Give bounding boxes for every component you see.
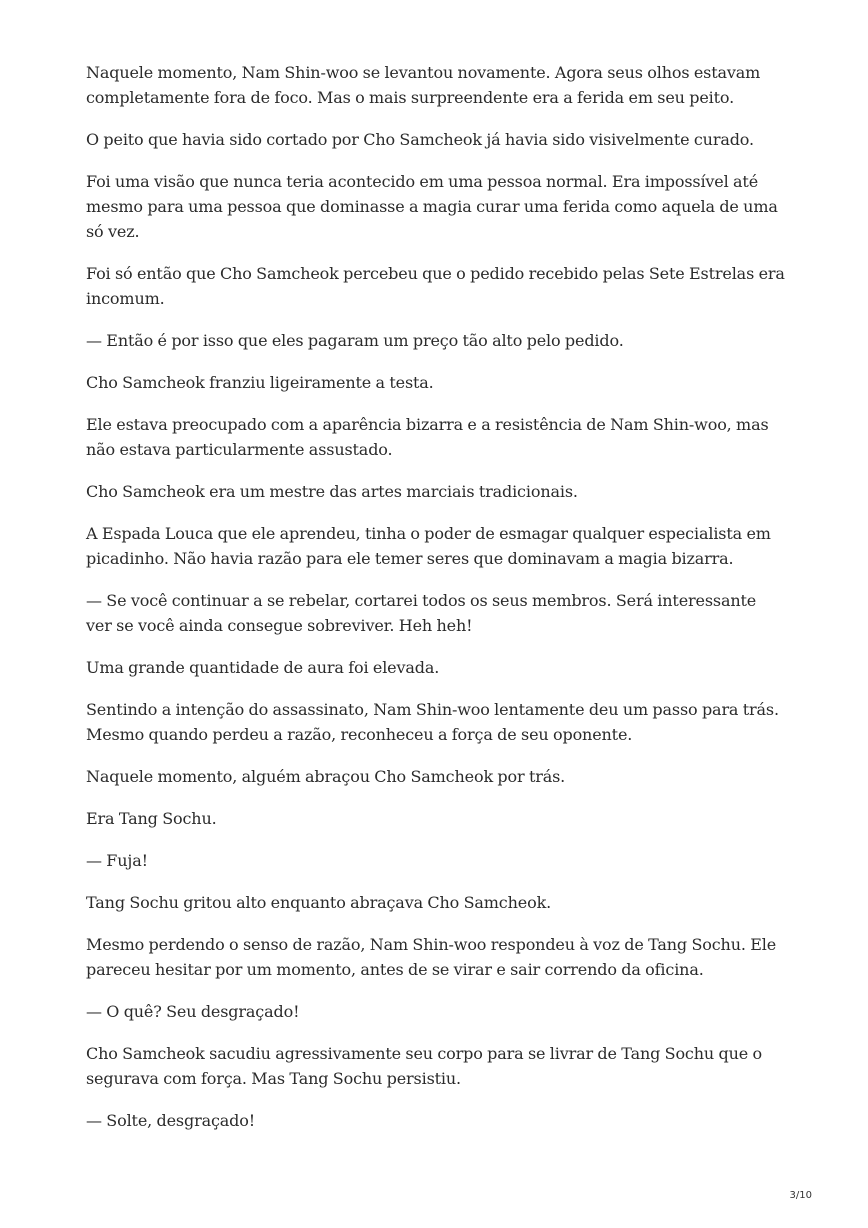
dialogue-line: — O quê? Seu desgraçado! — [86, 1002, 300, 1021]
paragraph: Foi uma visão que nunca teria acontecido em uma pessoa normal. Era impossível até mesmo para uma pessoa que dominasse a magia curar uma ferida como aquela de uma só vez. — [86, 172, 778, 241]
paragraph: Uma grande quantidade de aura foi elevada. — [86, 658, 440, 677]
paragraph: Cho Samcheok franziu ligeiramente a testa. — [86, 373, 434, 392]
dialogue-line: — Fuja! — [86, 851, 148, 870]
paragraph: Naquele momento, alguém abraçou Cho Samcheok por trás. — [86, 767, 566, 786]
document-body — [86, 60, 786, 1150]
paragraph: A Espada Louca que ele aprendeu, tinha o poder de esmagar qualquer especialista em picadinho. Não havia razão para ele temer seres que dominavam a magia bizarra. — [86, 524, 771, 568]
dialogue-line: — Então é por isso que eles pagaram um preço tão alto pelo pedido. — [86, 331, 624, 350]
page-number: 3/10 — [789, 1190, 812, 1201]
dialogue-line: — Solte, desgraçado! — [86, 1111, 256, 1130]
paragraph: Naquele momento, Nam Shin-woo se levantou novamente. Agora seus olhos estavam completamente fora de foco. Mas o mais surpreendente era a ferida em seu peito. — [86, 63, 761, 107]
paragraph: Cho Samcheok sacudiu agressivamente seu corpo para se livrar de Tang Sochu que o segurava com força. Mas Tang Sochu persistiu. — [86, 1044, 762, 1088]
paragraph: Era Tang Sochu. — [86, 809, 217, 828]
paragraph: Cho Samcheok era um mestre das artes marciais tradicionais. — [86, 482, 578, 501]
paragraph: Ele estava preocupado com a aparência bizarra e a resistência de Nam Shin-woo, mas não estava particularmente assustado. — [86, 415, 769, 459]
paragraph: Foi só então que Cho Samcheok percebeu que o pedido recebido pelas Sete Estrelas era incomum. — [86, 264, 785, 308]
paragraph: Mesmo perdendo o senso de razão, Nam Shin-woo respondeu à voz de Tang Sochu. Ele pareceu hesitar por um momento, antes de se virar e sair correndo da oficina. — [86, 935, 777, 979]
paragraph: Sentindo a intenção do assassinato, Nam Shin-woo lentamente deu um passo para trás. Mesmo quando perdeu a razão, reconheceu a força de seu oponente. — [86, 700, 779, 744]
paragraph: Tang Sochu gritou alto enquanto abraçava Cho Samcheok. — [86, 893, 552, 912]
paragraph: O peito que havia sido cortado por Cho Samcheok já havia sido visivelmente curado. — [86, 130, 754, 149]
dialogue-line: — Se você continuar a se rebelar, cortarei todos os seus membros. Será interessante ver se você ainda consegue sobreviver. Heh heh! — [86, 591, 757, 635]
